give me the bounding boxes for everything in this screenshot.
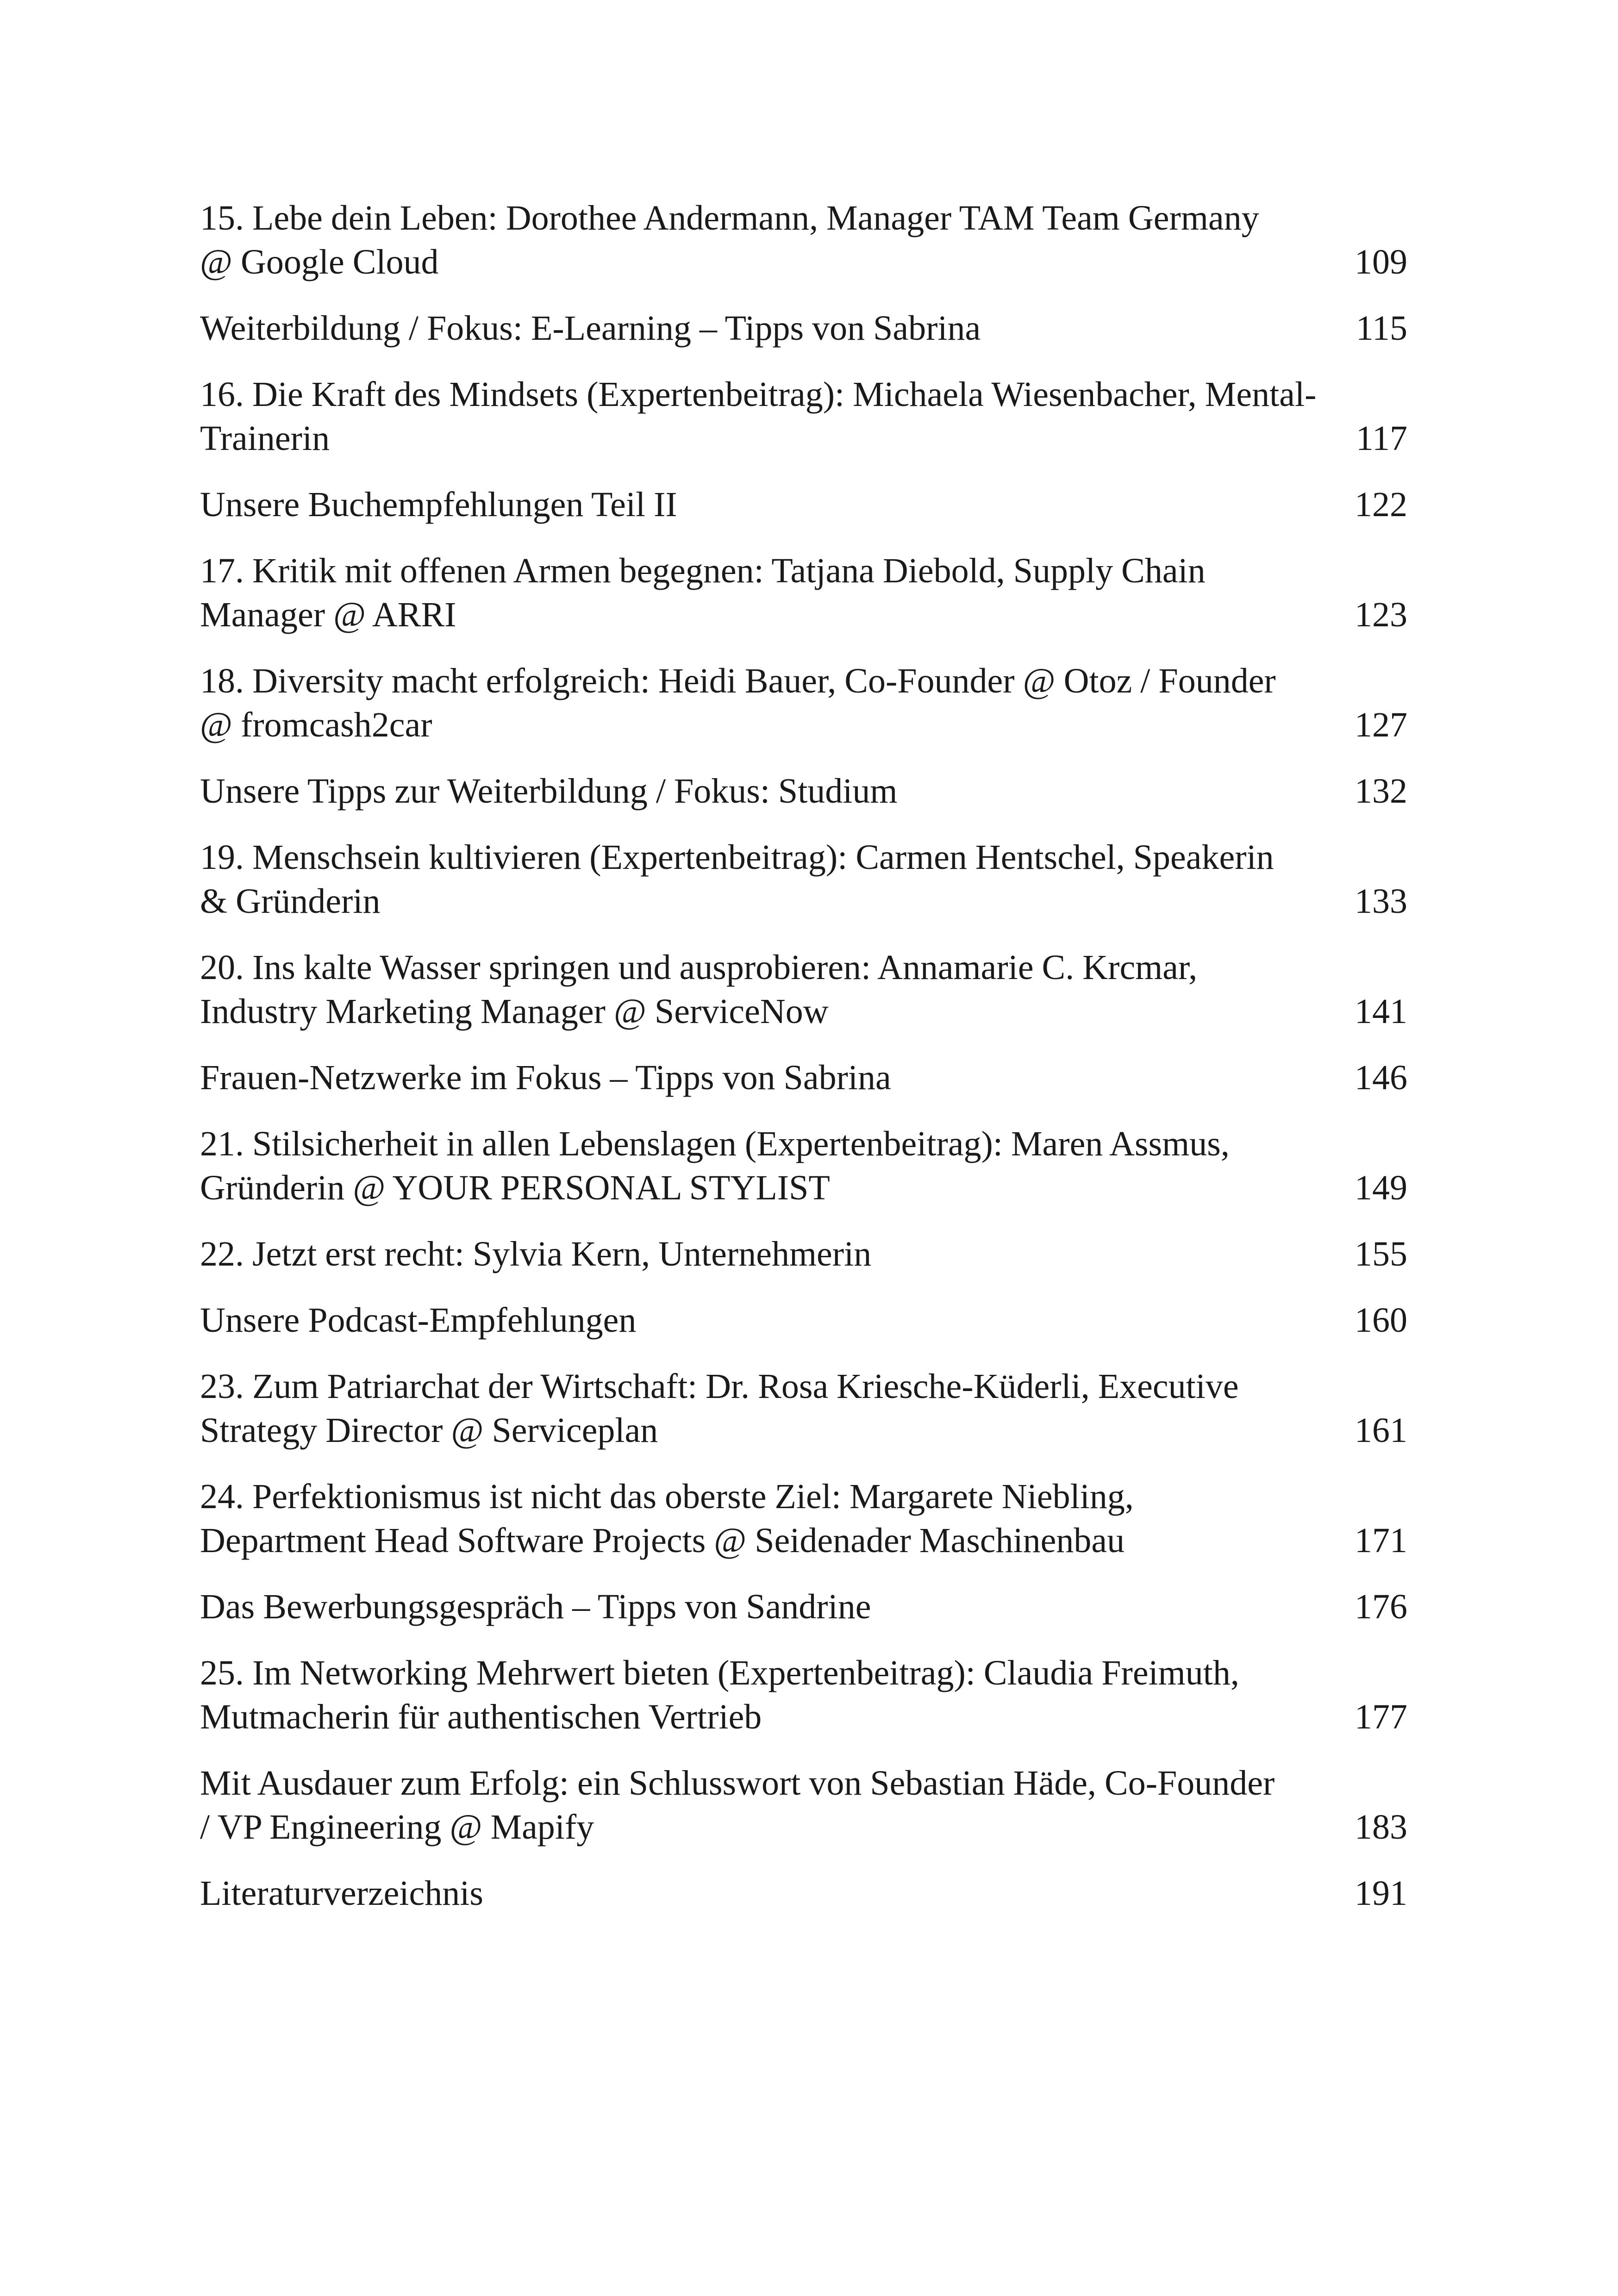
toc-entry[interactable] — [200, 769, 1407, 813]
toc-entry-title-line: Weiterbildung / Fokus: E-Learning – Tipps von Sabrina — [200, 309, 981, 348]
toc-entry-page-number: 133 — [1355, 882, 1407, 921]
toc-entry[interactable] — [200, 1298, 1407, 1342]
toc-entry[interactable] — [200, 1475, 1407, 1563]
toc-entry-title-line: / VP Engineering @ Mapify — [200, 1808, 594, 1847]
toc-entry-page-number: 191 — [1355, 1874, 1407, 1913]
toc-entry-title-line: 25. Im Networking Mehrwert bieten (Expertenbeitrag): Claudia Freimuth, — [200, 1653, 1239, 1692]
toc-entry-page-number: 155 — [1355, 1235, 1407, 1273]
toc-entry-title-line: 21. Stilsicherheit in allen Lebenslagen (Expertenbeitrag): Maren Assmus, — [200, 1124, 1230, 1163]
toc-entry[interactable] — [200, 1122, 1407, 1210]
toc-entry-title-line: @ fromcash2car — [200, 705, 432, 744]
toc-entry-title-line: Unsere Podcast-Empfehlungen — [200, 1301, 637, 1340]
toc-entry[interactable] — [200, 373, 1407, 461]
toc-entry[interactable] — [200, 1585, 1407, 1629]
toc-entry-page-number: 109 — [1355, 243, 1407, 281]
toc-entry-title-line: Unsere Buchempfehlungen Teil II — [200, 485, 677, 524]
toc-entry-title-line: & Gründerin — [200, 882, 381, 921]
toc-entry[interactable] — [200, 836, 1407, 923]
toc-entry-page-number: 146 — [1355, 1058, 1407, 1097]
toc-entry[interactable] — [200, 1651, 1407, 1739]
toc-entry-page-number: 177 — [1355, 1697, 1407, 1736]
toc-entry[interactable] — [200, 549, 1407, 637]
toc-entry-title-line: Das Bewerbungsgespräch – Tipps von Sandrine — [200, 1587, 871, 1626]
toc-entry-page-number: 183 — [1355, 1808, 1407, 1847]
toc-entry-title-line: 23. Zum Patriarchat der Wirtschaft: Dr. Rosa Kriesche-Küderli, Executive — [200, 1367, 1239, 1406]
toc-entry[interactable] — [200, 1761, 1407, 1849]
toc-entry[interactable] — [200, 659, 1407, 747]
toc-entry[interactable] — [200, 1365, 1407, 1453]
toc-entry-title-line: Frauen-Netzwerke im Fokus – Tipps von Sabrina — [200, 1058, 891, 1097]
toc-entry-page-number: 176 — [1355, 1587, 1407, 1626]
toc-entry-page-number: 141 — [1355, 992, 1407, 1031]
toc-entry-title-line: @ Google Cloud — [200, 243, 439, 281]
toc-entry-title-line: 20. Ins kalte Wasser springen und ausprobieren: Annamarie C. Krcmar, — [200, 948, 1198, 987]
toc-entry[interactable] — [200, 1232, 1407, 1276]
toc-entry[interactable] — [200, 306, 1407, 350]
toc-entry-title-line: Gründerin @ YOUR PERSONAL STYLIST — [200, 1168, 830, 1207]
toc-entry-title-line: Industry Marketing Manager @ ServiceNow — [200, 992, 829, 1031]
toc-entry-page-number: 123 — [1355, 595, 1407, 634]
toc-entry-page-number: 122 — [1355, 485, 1407, 524]
toc-entry[interactable] — [200, 196, 1407, 284]
toc-entry-title-line: Department Head Software Projects @ Seidenader Maschinenbau — [200, 1521, 1125, 1560]
toc-entry-title-line: 19. Menschsein kultivieren (Expertenbeitrag): Carmen Hentschel, Speakerin — [200, 838, 1274, 877]
toc-entry[interactable] — [200, 1872, 1407, 1915]
toc-entry-title-line: 24. Perfektionismus ist nicht das oberste Ziel: Margarete Niebling, — [200, 1477, 1134, 1516]
toc-entry-title-line: 22. Jetzt erst recht: Sylvia Kern, Unternehmerin — [200, 1235, 872, 1273]
toc-entry-page-number: 171 — [1355, 1521, 1407, 1560]
toc-entry-title-line: 18. Diversity macht erfolgreich: Heidi Bauer, Co-Founder @ Otoz / Founder — [200, 661, 1276, 700]
table-of-contents — [200, 196, 1407, 1938]
toc-entry-page-number: 161 — [1355, 1411, 1407, 1450]
toc-entry-title-line: Literaturverzeichnis — [200, 1874, 483, 1913]
toc-entry-page-number: 132 — [1355, 772, 1407, 811]
toc-entry-title-line: 15. Lebe dein Leben: Dorothee Andermann, Manager TAM Team Germany — [200, 199, 1259, 237]
toc-entry-page-number: 160 — [1355, 1301, 1407, 1340]
toc-entry[interactable] — [200, 1056, 1407, 1100]
toc-entry-page-number: 115 — [1356, 309, 1407, 348]
toc-entry-title-line: Unsere Tipps zur Weiterbildung / Fokus: Studium — [200, 772, 898, 811]
toc-entry-title-line: Strategy Director @ Serviceplan — [200, 1411, 658, 1450]
toc-entry-page-number: 149 — [1355, 1168, 1407, 1207]
toc-entry-title-line: 16. Die Kraft des Mindsets (Expertenbeitrag): Michaela Wiesenbacher, Mental- — [200, 375, 1317, 414]
toc-entry-title-line: Trainerin — [200, 419, 330, 458]
toc-entry-title-line: Mutmacherin für authentischen Vertrieb — [200, 1697, 762, 1736]
toc-entry[interactable] — [200, 483, 1407, 527]
toc-entry-page-number: 127 — [1355, 705, 1407, 744]
toc-entry-page-number: 117 — [1356, 419, 1407, 458]
toc-entry-title-line: 17. Kritik mit offenen Armen begegnen: Tatjana Diebold, Supply Chain — [200, 551, 1206, 590]
toc-entry[interactable] — [200, 946, 1407, 1034]
toc-entry-title-line: Mit Ausdauer zum Erfolg: ein Schlusswort von Sebastian Häde, Co-Founder — [200, 1764, 1275, 1803]
toc-entry-title-line: Manager @ ARRI — [200, 595, 456, 634]
